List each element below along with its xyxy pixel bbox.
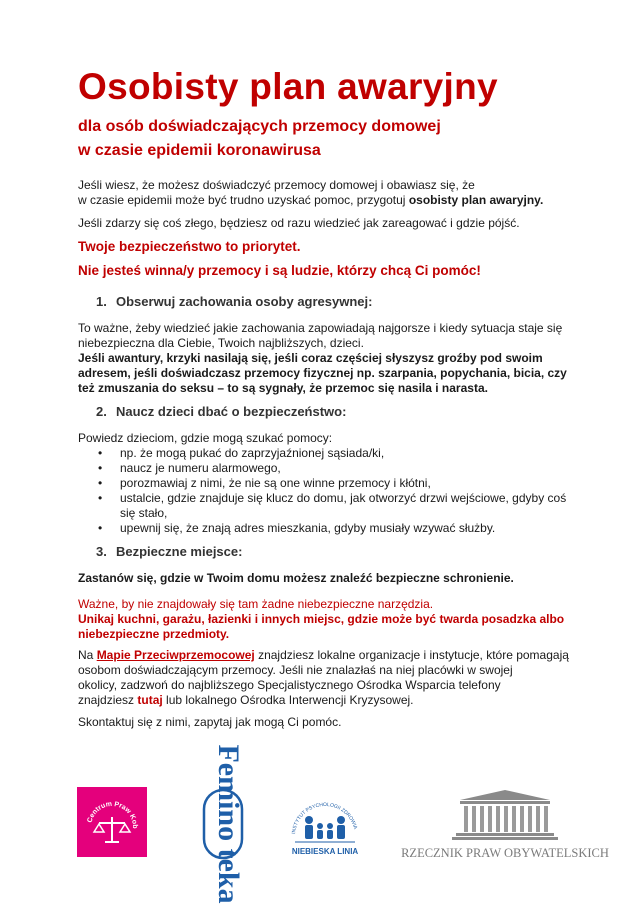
rpo-logo-text: RZECZNIK PRAW OBYWATELSKICH	[401, 846, 609, 860]
rzecznik-praw-obywatelskich-logo	[398, 786, 612, 862]
section-1-text: To ważne, żeby wiedzieć jakie zachowania zapowiadają najgorsze i kiedy sytuacja staje się niebezpieczna dla Ciebie, Twoich najbliższych, dzieci. Jeśli awantury, krzyki nasilają się, jeśli coraz częściej słyszysz groźby pod swoim adresem, jeśli doświadczasz przemocy fizycznej np. szarpania, popychania, bicia, czy też zmuszania do seksu – to są sygnały, że przemoc się nasila i narasta.	[78, 321, 567, 395]
priority-line-2: Nie jesteś winna/y przemocy i są ludzie, którzy chcą Ci pomóc!	[78, 263, 481, 278]
nl-arc-text: INSTYTUT PSYCHOLOGII ZDROWIA	[291, 801, 359, 835]
section-2-intro: Powiedz dzieciom, gdzie mogą szukać pomocy:	[78, 431, 333, 445]
niebieska-linia-logo	[287, 790, 363, 860]
intro-line-3: Jeśli zdarzy się coś złego, będziesz od razu wiedzieć jak zareagować i gdzie pójść.	[78, 216, 520, 230]
children-safety-list	[78, 446, 578, 536]
section-2-heading: 2. Naucz dzieci dbać o bezpieczeństwo:	[96, 404, 347, 419]
building-columns-icon	[398, 786, 612, 862]
femi-logo-text: Femino teka	[212, 744, 245, 904]
list-item: • porozmawiaj z nimi, że nie są one winne przemocy i kłótni,	[78, 476, 578, 491]
section-3-bold-text: Zastanów się, gdzie w Twoim domu możesz znaleźć bezpieczne schronienie.	[78, 571, 514, 585]
subtitle-line-1: dla osób doświadczających przemocy domowej	[78, 118, 441, 135]
centrum-praw-kobiet-logo	[77, 787, 147, 857]
list-item: • np. że mogą pukać do zaprzyjaźnionej sąsiada/ki,	[78, 446, 578, 461]
scales-icon	[77, 787, 147, 857]
map-link[interactable]: Mapie Przeciwprzemocowej	[96, 648, 255, 662]
intro-line-2: w czasie epidemii może być trudno uzyskać pomoc, przygotuj osobisty plan awaryjny.	[78, 193, 544, 207]
section-3-heading: 3. Bezpieczne miejsce:	[96, 544, 243, 559]
section-1-heading: 1. Obserwuj zachowania osoby agresywnej:	[96, 294, 373, 309]
list-item-continuation: się stało,	[120, 506, 168, 520]
section-3-warning: Ważne, by nie znajdowały się tam żadne niebezpieczne narzędzia. Unikaj kuchni, garażu, łazienki i innych miejsc, gdzie może być twarda posadzka albo niebezpieczne przedmioty.	[78, 597, 565, 641]
page-title: Osobisty plan awaryjny	[78, 66, 498, 107]
family-icon	[287, 790, 363, 860]
list-item: • upewnij się, że znają adres mieszkania, gdyby musiały wzywać służby.	[78, 521, 578, 536]
priority-line-1: Twoje bezpieczeństwo to priorytet.	[78, 239, 301, 254]
nl-logo-text: NIEBIESKA LINIA	[291, 847, 359, 856]
cpk-logo-text: Centrum Praw Kob	[86, 800, 139, 829]
tutaj-link[interactable]: tutaj	[137, 693, 163, 707]
intro-line-1: Jeśli wiesz, że możesz doświadczyć przemocy domowej i obawiasz się, że	[78, 178, 475, 192]
map-paragraph: Na Mapie Przeciwprzemocowej znajdziesz lokalne organizacje i instytucje, które pomagają osobom doświadczającym przemocy. Jeśli nie znalazłaś na niej placówki w swojej okolicy, zadzwoń do najbliższego Specjalistycznego Ośrodka Wsparcia telefony znajdziesz tutaj lub lokalnego Ośrodka Interwencji Kryzysowej.	[78, 648, 569, 707]
closing-line: Skontaktuj się z nimi, zapytaj jak mogą Ci pomóc.	[78, 715, 342, 729]
intro-bold-phrase: osobisty plan awaryjny.	[408, 193, 544, 207]
list-item: • ustalcie, gdzie znajduje się klucz do domu, jak otworzyć drzwi wejściowe, gdyby coś	[78, 491, 578, 506]
feminoteka-logo	[202, 744, 245, 904]
subtitle-line-2: w czasie epidemii koronawirusa	[78, 142, 321, 159]
list-item: • naucz je numeru alarmowego,	[78, 461, 578, 476]
intro-paragraph	[78, 178, 588, 208]
feminoteka-emblem-icon	[202, 744, 245, 904]
svg-text:INSTYTUT PSYCHOLOGII ZDROWIA	[291, 802, 358, 834]
